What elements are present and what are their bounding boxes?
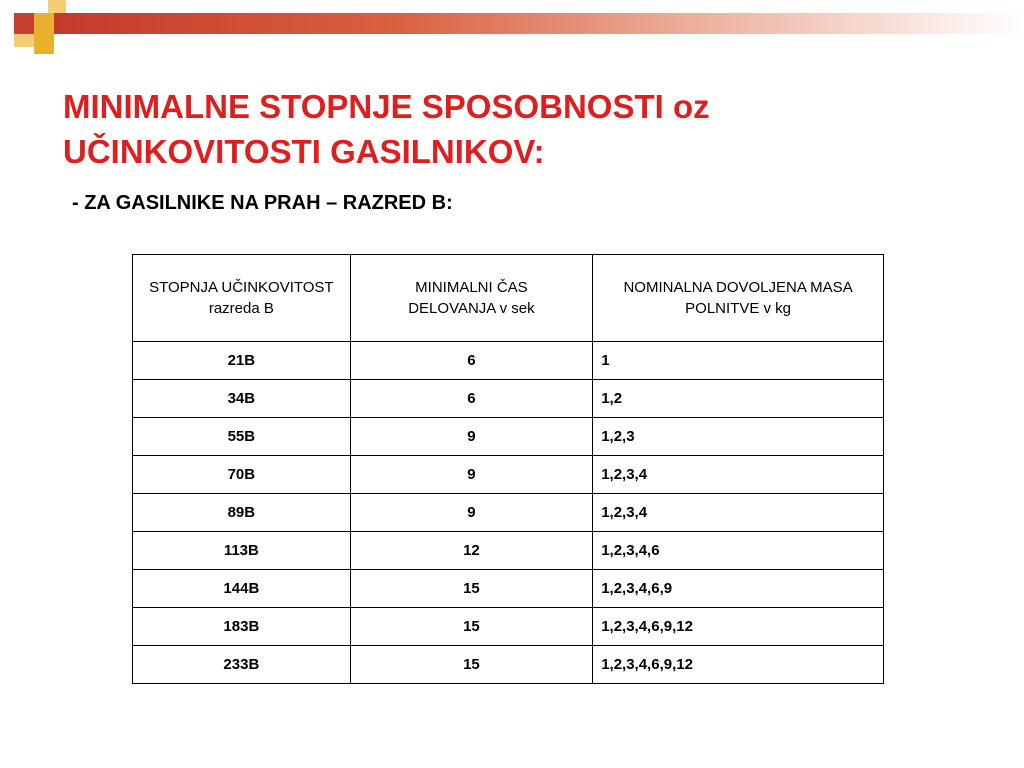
banner-square-lightgold-lower xyxy=(14,34,34,47)
cell-stopnja: 233B xyxy=(133,646,351,684)
cell-cas: 6 xyxy=(350,380,592,418)
extinguisher-class-b-table xyxy=(132,254,884,684)
cell-cas: 12 xyxy=(350,532,592,570)
cell-masa: 1,2,3,4,6 xyxy=(593,532,884,570)
cell-cas: 15 xyxy=(350,570,592,608)
table-row xyxy=(133,380,884,418)
cell-stopnja: 113B xyxy=(133,532,351,570)
cell-masa: 1,2,3,4 xyxy=(593,456,884,494)
cell-stopnja: 183B xyxy=(133,608,351,646)
slide-subtitle: - ZA GASILNIKE NA PRAH – RAZRED B: xyxy=(72,192,453,214)
table-row xyxy=(133,494,884,532)
cell-stopnja: 55B xyxy=(133,418,351,456)
table-row xyxy=(133,646,884,684)
cell-cas: 9 xyxy=(350,456,592,494)
banner-square-gold xyxy=(34,13,54,34)
cell-stopnja: 144B xyxy=(133,570,351,608)
table-row xyxy=(133,532,884,570)
cell-masa: 1,2,3,4 xyxy=(593,494,884,532)
table-header-row xyxy=(133,255,884,342)
banner-square-red xyxy=(14,13,34,34)
header-minimalni-cas xyxy=(350,255,592,342)
cell-cas: 15 xyxy=(350,646,592,684)
table-row xyxy=(133,608,884,646)
cell-stopnja: 34B xyxy=(133,380,351,418)
banner-square-gold-lower xyxy=(34,34,54,54)
slide-title: MINIMALNE STOPNJE SPOSOBNOSTI oz UČINKOVITOSTI GASILNIKOV: xyxy=(63,88,710,170)
cell-masa: 1,2,3 xyxy=(593,418,884,456)
cell-cas: 9 xyxy=(350,418,592,456)
cell-masa: 1,2 xyxy=(593,380,884,418)
cell-stopnja: 89B xyxy=(133,494,351,532)
header-banner-gradient xyxy=(54,13,1024,34)
cell-stopnja: 70B xyxy=(133,456,351,494)
cell-masa: 1,2,3,4,6,9,12 xyxy=(593,608,884,646)
cell-cas: 6 xyxy=(350,342,592,380)
header-stopnja xyxy=(133,255,351,342)
cell-masa: 1,2,3,4,6,9,12 xyxy=(593,646,884,684)
header-nominalna-masa xyxy=(593,255,884,342)
table-row xyxy=(133,456,884,494)
header-nominalna-masa-text: NOMINALNA DOVOLJENA MASA POLNITVE v kg xyxy=(623,279,853,317)
cell-cas: 15 xyxy=(350,608,592,646)
cell-cas: 9 xyxy=(350,494,592,532)
header-minimalni-cas-text: MINIMALNI ČAS DELOVANJA v sek xyxy=(408,279,535,317)
header-stopnja-text: STOPNJA UČINKOVITOST razreda B xyxy=(149,279,334,317)
cell-masa: 1 xyxy=(593,342,884,380)
banner-square-lightgold xyxy=(48,0,66,13)
table-row xyxy=(133,570,884,608)
cell-masa: 1,2,3,4,6,9 xyxy=(593,570,884,608)
table-row xyxy=(133,418,884,456)
cell-stopnja: 21B xyxy=(133,342,351,380)
table-row xyxy=(133,342,884,380)
